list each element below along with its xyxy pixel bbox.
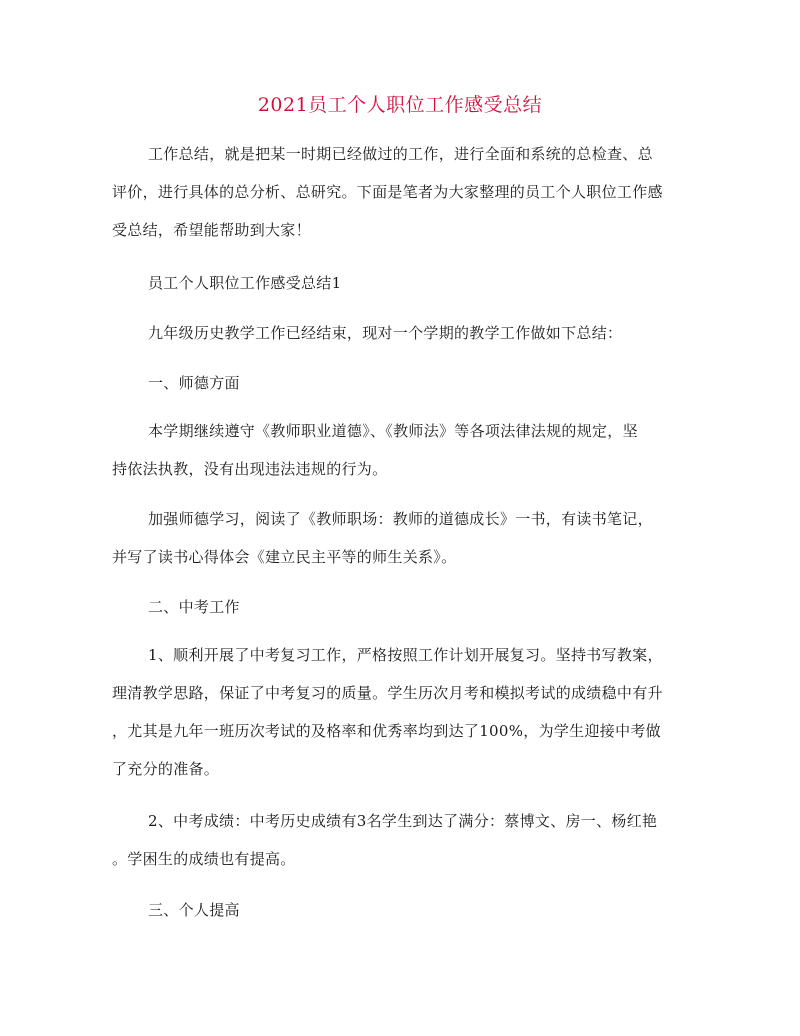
- text-line: 理清教学思路，保证了中考复习的质量。学生历次月考和模拟考试的成绩稳中有升: [112, 684, 663, 702]
- paragraph-intro: [112, 135, 692, 249]
- text-line: 评价，进行具体的总分析、总研究。下面是笔者为大家整理的员工个人职位工作感: [112, 183, 663, 201]
- text-line: 并写了读书心得体会《建立民主平等的师生关系》。: [112, 548, 457, 566]
- paragraph: [112, 636, 692, 788]
- text-line: ，尤其是九年一班历次考试的及格率和优秀率均到达了100%，为学生迎接中考做: [112, 722, 661, 740]
- section-heading: [112, 264, 692, 302]
- text-line: 工作总结，就是把某一时期已经做过的工作，进行全面和系统的总检查、总: [148, 145, 653, 163]
- section-heading: [112, 891, 692, 929]
- text-line: 2、中考成绩：中考历史成绩有3名学生到达了满分：蔡博文、房一、杨红艳: [148, 812, 658, 830]
- text-line: 本学期继续遵守《教师职业道德》、《教师法》等各项法律法规的规定，坚: [148, 422, 638, 440]
- paragraph: [112, 314, 692, 352]
- text-line: 员工个人职位工作感受总结1: [148, 274, 342, 292]
- document-title: 2021员工个人职位工作感受总结: [257, 94, 543, 116]
- section-heading: [112, 588, 692, 626]
- text-line: 二、中考工作: [148, 598, 240, 616]
- section-heading: [112, 364, 692, 402]
- text-line: 了充分的准备。: [112, 760, 220, 778]
- text-line: 加强师德学习，阅读了《教师职场：教师的道德成长》一书，有读书笔记，: [148, 510, 653, 528]
- paragraph: [112, 500, 692, 576]
- paragraph: [112, 412, 692, 488]
- text-line: 九年级历史教学工作已经结束，现对一个学期的教学工作做如下总结：: [148, 324, 623, 342]
- text-line: 一、师德方面: [148, 374, 240, 392]
- text-line: 。学困生的成绩也有提高。: [112, 850, 296, 868]
- text-line: 1、顺利开展了中考复习工作，严格按照工作计划开展复习。坚持书写教案，: [148, 646, 663, 664]
- paragraph: [112, 802, 692, 878]
- text-line: 三、个人提高: [148, 901, 240, 919]
- text-line: 受总结，希望能帮助到大家！: [112, 221, 311, 239]
- text-line: 持依法执教，没有出现违法违规的行为。: [112, 460, 388, 478]
